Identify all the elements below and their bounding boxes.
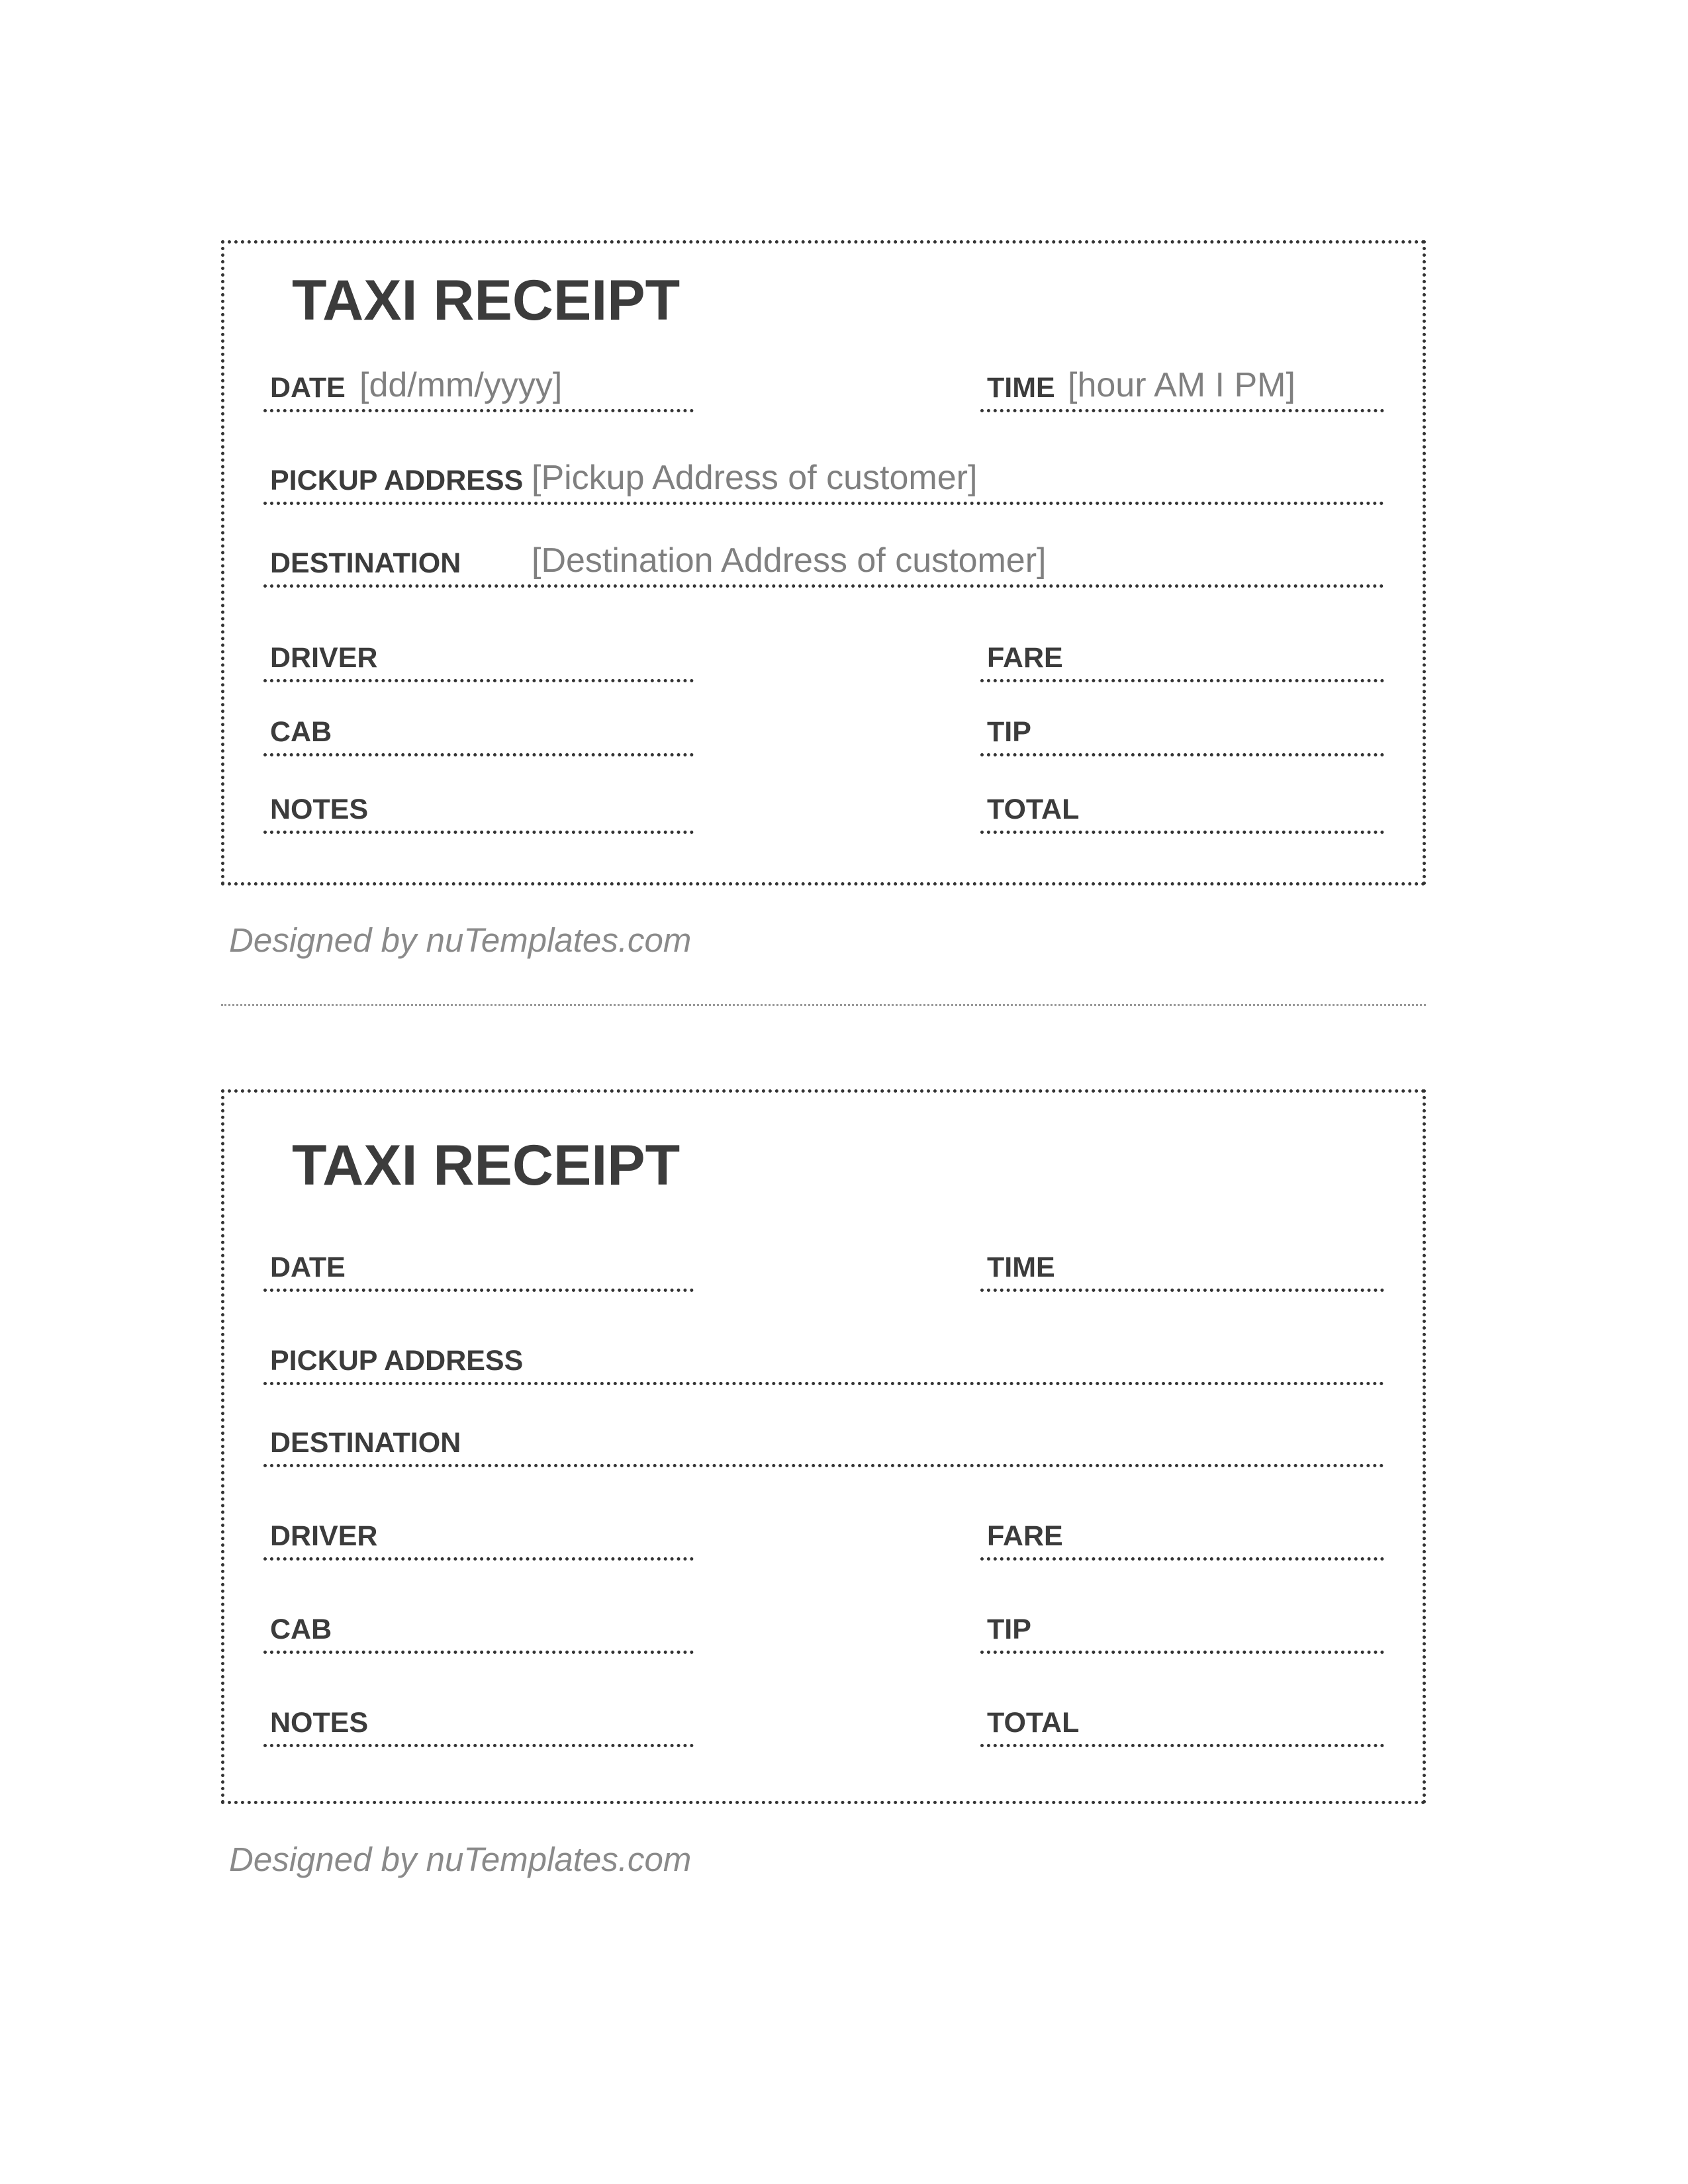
date-label: DATE bbox=[270, 1251, 346, 1283]
cab-field[interactable] bbox=[263, 1601, 694, 1654]
designer-credit: Designed by nuTemplates.com bbox=[229, 921, 692, 959]
cab-field[interactable] bbox=[263, 704, 694, 756]
date-label: DATE bbox=[270, 372, 346, 404]
destination-value: [Destination Address of customer] bbox=[532, 541, 1047, 580]
driver-label: DRIVER bbox=[270, 642, 378, 674]
notes-label: NOTES bbox=[270, 1707, 369, 1739]
destination-field[interactable] bbox=[263, 535, 1384, 588]
total-field[interactable] bbox=[980, 781, 1384, 834]
receipt-blank bbox=[221, 1089, 1426, 1804]
driver-field[interactable] bbox=[263, 629, 694, 682]
tip-field[interactable] bbox=[980, 1601, 1384, 1654]
tip-field[interactable] bbox=[980, 704, 1384, 756]
time-label: TIME bbox=[987, 372, 1055, 404]
receipt-title: TAXI RECEIPT bbox=[292, 1134, 680, 1197]
time-label: TIME bbox=[987, 1251, 1055, 1283]
tip-label: TIP bbox=[987, 716, 1031, 748]
pickup-address-label: PICKUP ADDRESS bbox=[270, 1345, 524, 1377]
destination-label: DESTINATION bbox=[270, 1427, 461, 1459]
pickup-address-field[interactable] bbox=[263, 1332, 1384, 1385]
cab-label: CAB bbox=[270, 1614, 332, 1645]
date-value: [dd/mm/yyyy] bbox=[359, 366, 563, 404]
time-value: [hour AM I PM] bbox=[1068, 366, 1295, 404]
fare-label: FARE bbox=[987, 1520, 1063, 1552]
designer-credit: Designed by nuTemplates.com bbox=[229, 1841, 692, 1878]
total-label: TOTAL bbox=[987, 794, 1080, 825]
date-field[interactable] bbox=[263, 1239, 694, 1292]
notes-field[interactable] bbox=[263, 1694, 694, 1747]
cut-line-divider bbox=[221, 1004, 1426, 1006]
total-label: TOTAL bbox=[987, 1707, 1080, 1739]
total-field[interactable] bbox=[980, 1694, 1384, 1747]
pickup-address-value: [Pickup Address of customer] bbox=[532, 459, 978, 497]
fare-field[interactable] bbox=[980, 629, 1384, 682]
destination-label: DESTINATION bbox=[270, 547, 461, 579]
driver-label: DRIVER bbox=[270, 1520, 378, 1552]
destination-field[interactable] bbox=[263, 1414, 1384, 1467]
notes-label: NOTES bbox=[270, 794, 369, 825]
notes-field[interactable] bbox=[263, 781, 694, 834]
receipt-filled-example bbox=[221, 240, 1426, 886]
pickup-address-field[interactable] bbox=[263, 452, 1384, 505]
fare-field[interactable] bbox=[980, 1508, 1384, 1561]
fare-label: FARE bbox=[987, 642, 1063, 674]
time-field[interactable] bbox=[980, 359, 1384, 412]
date-field[interactable] bbox=[263, 359, 694, 412]
cab-label: CAB bbox=[270, 716, 332, 748]
driver-field[interactable] bbox=[263, 1508, 694, 1561]
time-field[interactable] bbox=[980, 1239, 1384, 1292]
pickup-address-label: PICKUP ADDRESS bbox=[270, 465, 524, 496]
receipt-title: TAXI RECEIPT bbox=[292, 269, 680, 332]
tip-label: TIP bbox=[987, 1614, 1031, 1645]
